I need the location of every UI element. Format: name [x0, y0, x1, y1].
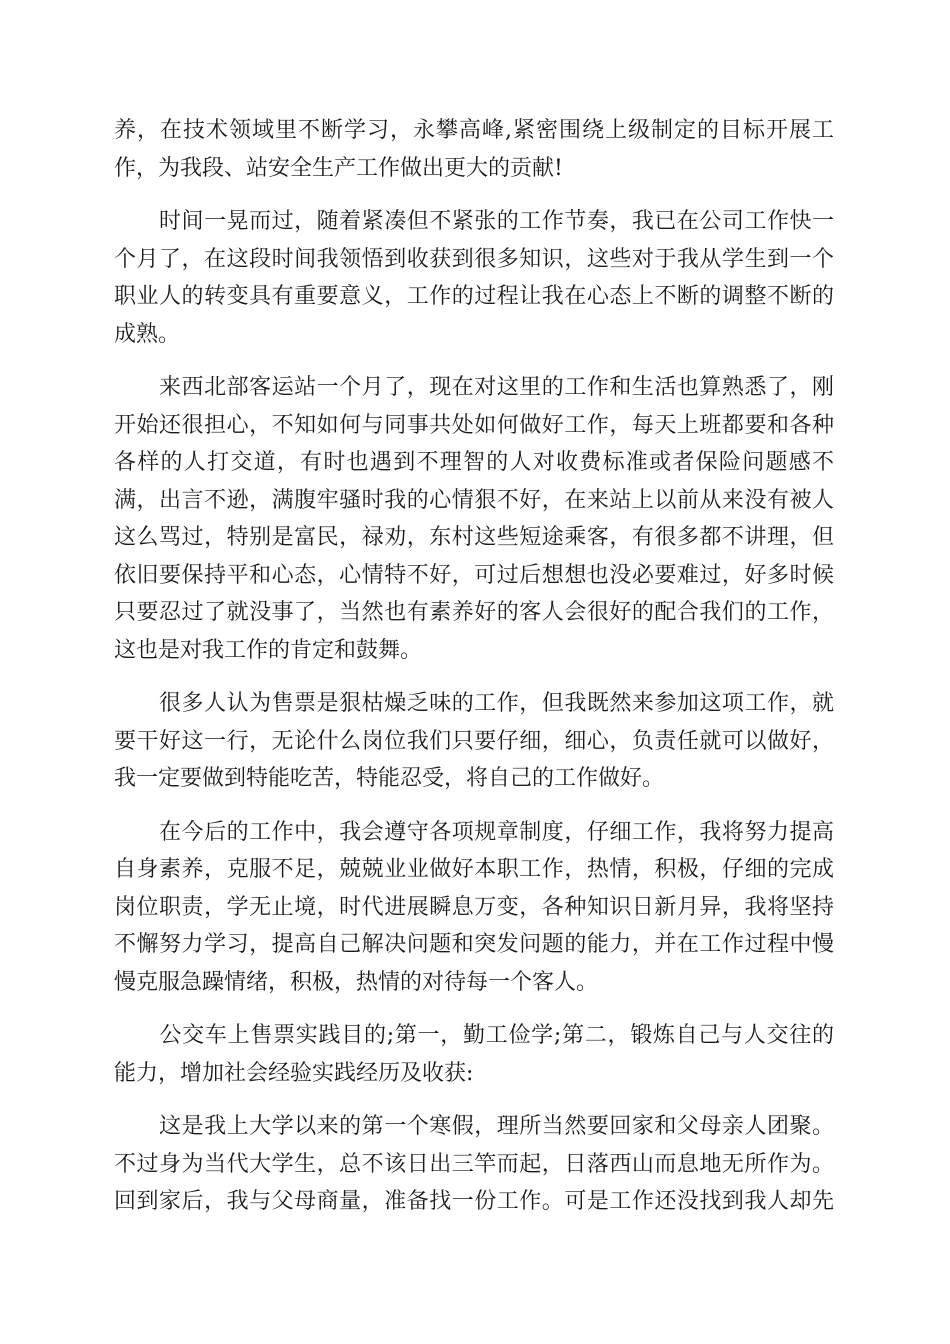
text-line: 职业人的转变具有重要意义，工作的过程让我在心态上不断的调整不断的: [114, 284, 834, 309]
text-line: 这是我上大学以来的第一个寒假，理所当然要回家和父母亲人团聚。: [114, 1114, 834, 1139]
text-line: 慢克服急躁情绪，积极，热情的对待每一个客人。: [114, 969, 599, 995]
text-line: 这也是对我工作的肯定和鼓舞。: [114, 637, 423, 663]
text-line: 在今后的工作中，我会遵守各项规章制度，仔细工作，我将努力提高: [114, 819, 834, 845]
text-line: 满，出言不逊，满腹牢骚时我的心情狠不好，在来站上以前从来没有被人: [114, 487, 834, 513]
text-line: 自身素养，克服不足，兢兢业业做好本职工作，热情，积极，仔细的完成: [114, 857, 834, 882]
text-line: 回到家后，我与父母商量，准备找一份工作。可是工作还没找到我人却先: [114, 1189, 834, 1214]
text-line: 时间一晃而过，随着紧凑但不紧张的工作节奏，我已在公司工作快一: [114, 209, 834, 234]
paragraph: [114, 1108, 834, 1221]
text-line: 很多人认为售票是狠枯燥乏味的工作，但我既然来参加这项工作，就: [114, 691, 834, 716]
text-line: 公交车上售票实践目的;第一，勤工俭学;第二，锻炼自己与人交往的: [114, 1023, 834, 1048]
text-line: 能力，增加社会经验实践经历及收获:: [114, 1060, 474, 1086]
text-line: 依旧要保持平和心态，心情特不好，可过后想想也没必要难过，好多时候: [114, 562, 834, 588]
text-line: 岗位职责，学无止境，时代进展瞬息万变，各种知识日新月异，我将坚持: [114, 894, 834, 920]
text-line: 要干好这一行，无论什么岗位我们只要仔细，细心，负责任就可以做好，: [114, 728, 834, 754]
document-page: [114, 112, 834, 1221]
text-line: 各样的人打交道，有时也遇到不理智的人对收费标准或者保险问题感不: [114, 450, 834, 475]
paragraph: [114, 112, 834, 187]
paragraph: [114, 814, 834, 1002]
text-line: 个月了，在这段时间我领悟到收获到很多知识，这些对于我从学生到一个: [114, 246, 834, 272]
text-line: 作，为我段、站安全生产工作做出更大的贡献!: [114, 155, 563, 181]
text-line: 养，在技术领域里不断学习，永攀高峰,紧密围绕上级制定的目标开展工: [114, 118, 834, 143]
text-line: 这么骂过，特别是富民，禄劝，东村这些短途乘客，有很多都不讲理，但: [114, 525, 834, 550]
text-line: 我一定要做到特能吃苦，特能忍受，将自己的工作做好。: [114, 766, 665, 791]
paragraph: [114, 369, 834, 669]
paragraph: [114, 1017, 834, 1092]
text-line: 开始还很担心，不知如何与同事共处如何做好工作，每天上班都要和各种: [114, 412, 834, 438]
text-line: 不过身为当代大学生，总不该日出三竿而起，日落西山而息地无所作为。: [114, 1151, 834, 1177]
text-line: 不懈努力学习，提高自己解决问题和突发问题的能力，并在工作过程中慢: [114, 932, 834, 957]
text-line: 成熟。: [114, 321, 181, 347]
paragraph: [114, 203, 834, 353]
paragraph: [114, 685, 834, 798]
text-line: 来西北部客运站一个月了，现在对这里的工作和生活也算熟悉了，刚: [114, 375, 834, 400]
text-line: 只要忍过了就没事了，当然也有素养好的客人会很好的配合我们的工作，: [114, 600, 834, 625]
